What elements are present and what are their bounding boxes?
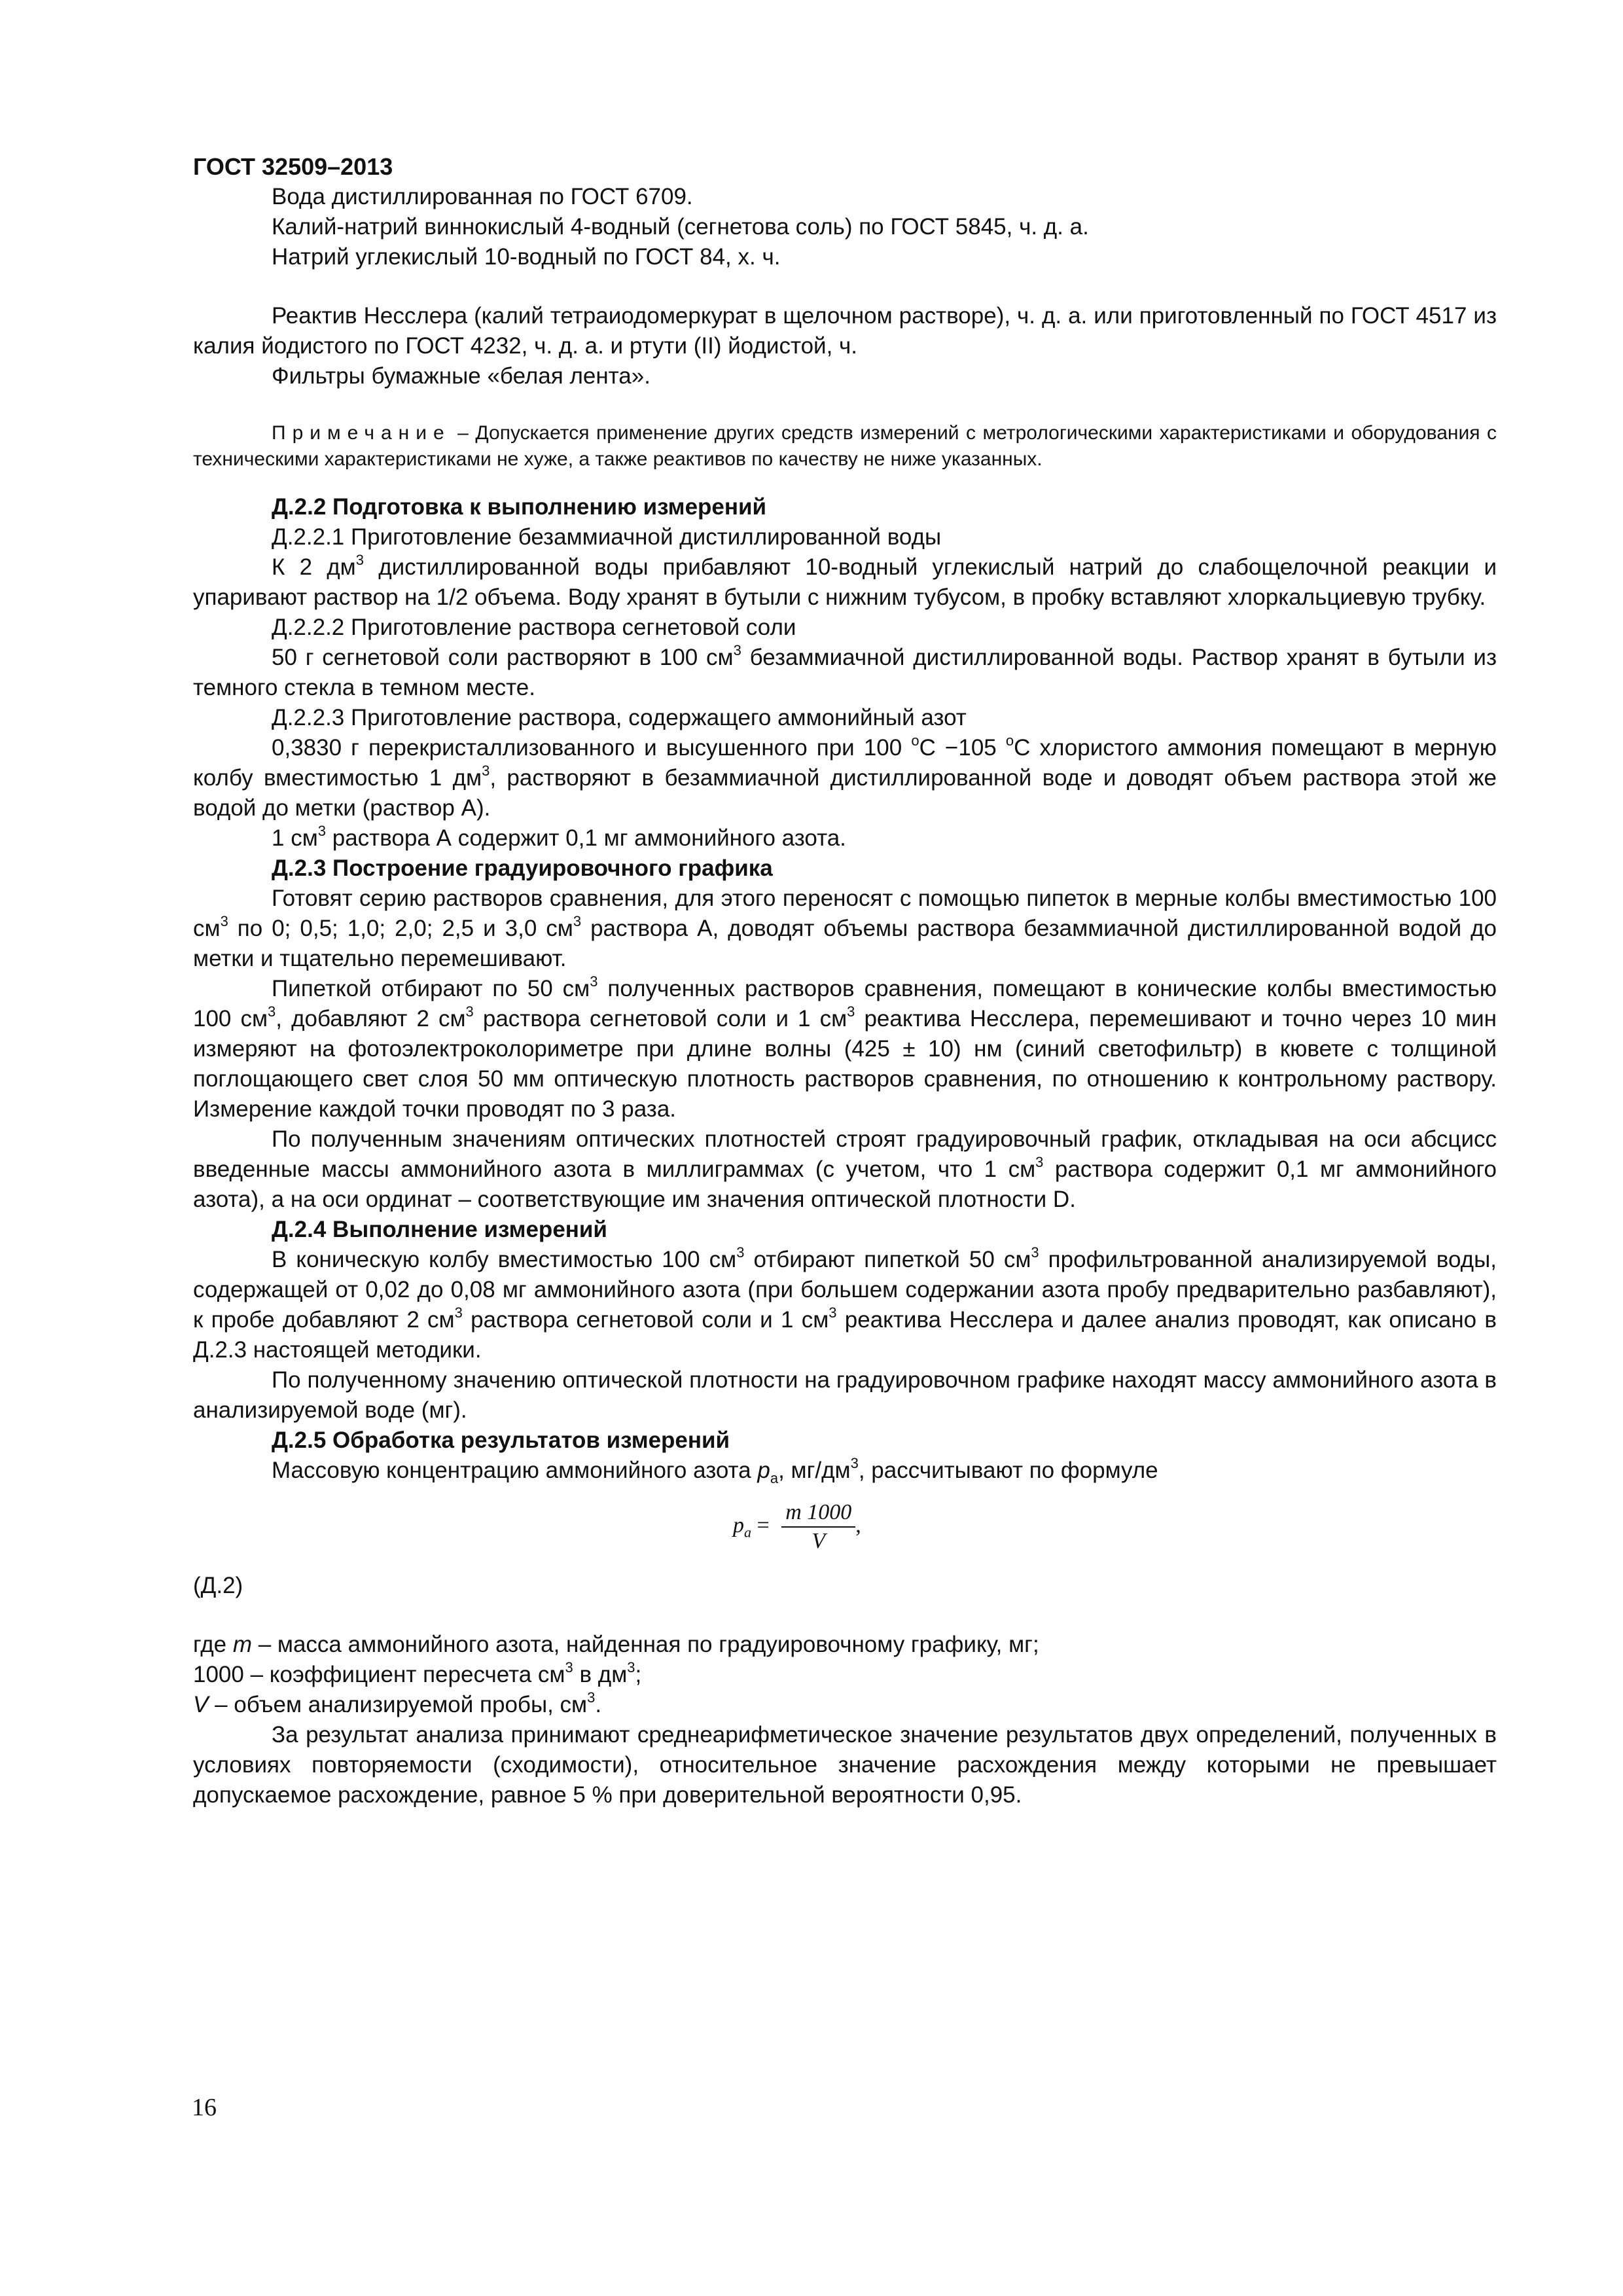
page-number: 16 — [192, 2094, 217, 2121]
paragraph: 50 г сегнетовой соли растворяют в 100 $см^3$ безаммиачной дистиллированной воды. Раствор хранят в бутыли из темного стекла в темном месте. — [193, 642, 1497, 700]
formula — [733, 1499, 861, 1555]
reagent-item: Калий-натрий виннокислый 4-водный (сегнетова соль) по ГОСТ 5845, ч. д. а. — [272, 214, 1089, 240]
paragraph: 1 $см^3$ раствора А содержит 0,1 мг аммонийного азота. — [272, 823, 846, 851]
formula-lhs: p — [733, 1513, 744, 1537]
subsection-title: Д.2.2.3 Приготовление раствора, содержащего аммонийный азот — [272, 705, 967, 730]
where-line: 1000 – коэффициент пересчета $см^3$ в $дм^3$; — [193, 1659, 642, 1687]
reagent-item: Вода дистиллированная по ГОСТ 6709. — [272, 184, 693, 209]
page-content — [193, 152, 1497, 1810]
formula-lhs-sub: a — [744, 1524, 751, 1541]
formula-numerator: m 1000 — [781, 1499, 855, 1528]
result-paragraph: За результат анализа принимают среднеарифметическое значение результатов двух определений, полученных в условиях повторяемости (сходимости), относительное значение расхождения между которыми не превышает допускаемое расхождение, равное 5 % при доверительной вероятности 0,95. — [193, 1722, 1497, 1808]
formula-denominator: V — [812, 1529, 826, 1553]
formula-eq: = — [751, 1513, 776, 1537]
paragraph: Пипеткой отбирают по 50 $см^3$ полученных растворов сравнения, помещают в конические колбы вместимостью 100 $см^3$, добавляют 2 $см^3$ раствора сегнетовой соли и 1 $см^3$ реактива Несслера, перемешивают и точно через 10 мин измеряют на фотоэлектроколориметре при длине волны (425 ± 10) нм (синий светофильтр) в кювете с толщиной поглощающего свет слоя 50 мм оптическую плотность растворов сравнения, по отношению к контрольному раствору. Измерение каждой точки проводят по 3 раза. — [193, 973, 1497, 1122]
where-line: где m – масса аммонийного азота, найденная по градуировочному графику, мг; — [193, 1632, 1039, 1657]
note — [193, 420, 1497, 473]
note-lead: Примечание — [272, 422, 451, 444]
paragraph: По полученным значениям оптических плотностей строят градуировочный график, откладывая на оси абсцисс введенные массы аммонийного азота в миллиграммах (с учетом, что 1 $см^3$ раствора содержит 0,1 мг аммонийного азота), а на оси ординат – соответствующие им значения оптической плотности D. — [193, 1126, 1497, 1212]
section-heading: Д.2.4 Выполнение измерений — [272, 1217, 607, 1242]
where-line: V – объем анализируемой пробы, $см^3$. — [193, 1689, 602, 1717]
formula-block — [193, 1499, 1497, 1597]
note-text: – Допускается применение других средств измерений с метрологическими характеристиками и оборудования с техническими характеристиками не хуже, а также реактивов по качеству не ниже указанных. — [193, 422, 1497, 470]
filters-item: Фильтры бумажные «белая лента». — [272, 363, 651, 389]
reagent-item: Натрий углекислый 10-водный по ГОСТ 84, х. ч. — [272, 244, 781, 270]
formula-tail: , — [855, 1513, 861, 1537]
paragraph: Готовят серию растворов сравнения, для этого переносят с помощью пипеток в мерные колбы вместимостью 100 $см^3$ по 0; 0,5; 1,0; 2,0; 2,5 и 3,0 $см^3$ раствора А, доводят объемы раствора безаммиачной дистиллированной водой до метки и тщательно перемешивают. — [193, 886, 1497, 971]
subsection-title: Д.2.2.2 Приготовление раствора сегнетовой соли — [272, 615, 796, 640]
paragraph: В коническую колбу вместимостью 100 $см^3$ отбирают пипеткой 50 $см^3$ профильтрованной анализируемой воды, содержащей от 0,02 до 0,08 мг аммонийного азота (при большем содержании азота пробу предварительно разбавляют), к пробе добавляют 2 $см^3$ раствора сегнетовой соли и 1 $см^3$ реактива Несслера и далее анализ проводят, как описано в Д.2.3 настоящей методики. — [193, 1244, 1497, 1363]
formula-number: (Д.2) — [193, 1573, 243, 1598]
paragraph: Массовую концентрацию аммонийного азота $p_а$, $мг/дм^3$, рассчитывают по формуле — [272, 1455, 1158, 1486]
document-header: ГОСТ 32509–2013 — [193, 153, 393, 180]
nessler-reagent: Реактив Несслера (калий тетраиодомеркурат в щелочном растворе), ч. д. а. или приготовленный по ГОСТ 4517 из калия йодистого по ГОСТ 4232, ч. д. а. и ртути (II) йодистой, ч. — [193, 303, 1497, 359]
paragraph: К 2 $дм^3$ дистиллированной воды прибавляют 10-водный углекислый натрий до слабощелочной реакции и упаривают раствор на 1/2 объема. Воду хранят в бутыли с нижним тубусом, в пробку вставляют хлоркальциевую трубку. — [193, 552, 1497, 610]
paragraph: По полученному значению оптической плотности на градуировочном графике находят массу аммонийного азота в анализируемой воде (мг). — [193, 1367, 1497, 1423]
formula-fraction — [781, 1499, 855, 1555]
section-heading: Д.2.3 Построение градуировочного графика — [272, 855, 773, 881]
paragraph: 0,3830 г перекристаллизованного и высушенного при 100 $^о$С −105 $^о$С хлористого аммония помещают в мерную колбу вместимостью 1 $дм^3$, растворяют в безаммиачной дистиллированной воде и доводят объем раствора этой же водой до метки (раствор А). — [193, 732, 1497, 821]
section-heading: Д.2.5 Обработка результатов измерений — [272, 1427, 730, 1453]
subsection-title: Д.2.2.1 Приготовление безаммиачной дистиллированной воды — [272, 524, 942, 550]
section-heading: Д.2.2 Подготовка к выполнению измерений — [272, 494, 767, 520]
